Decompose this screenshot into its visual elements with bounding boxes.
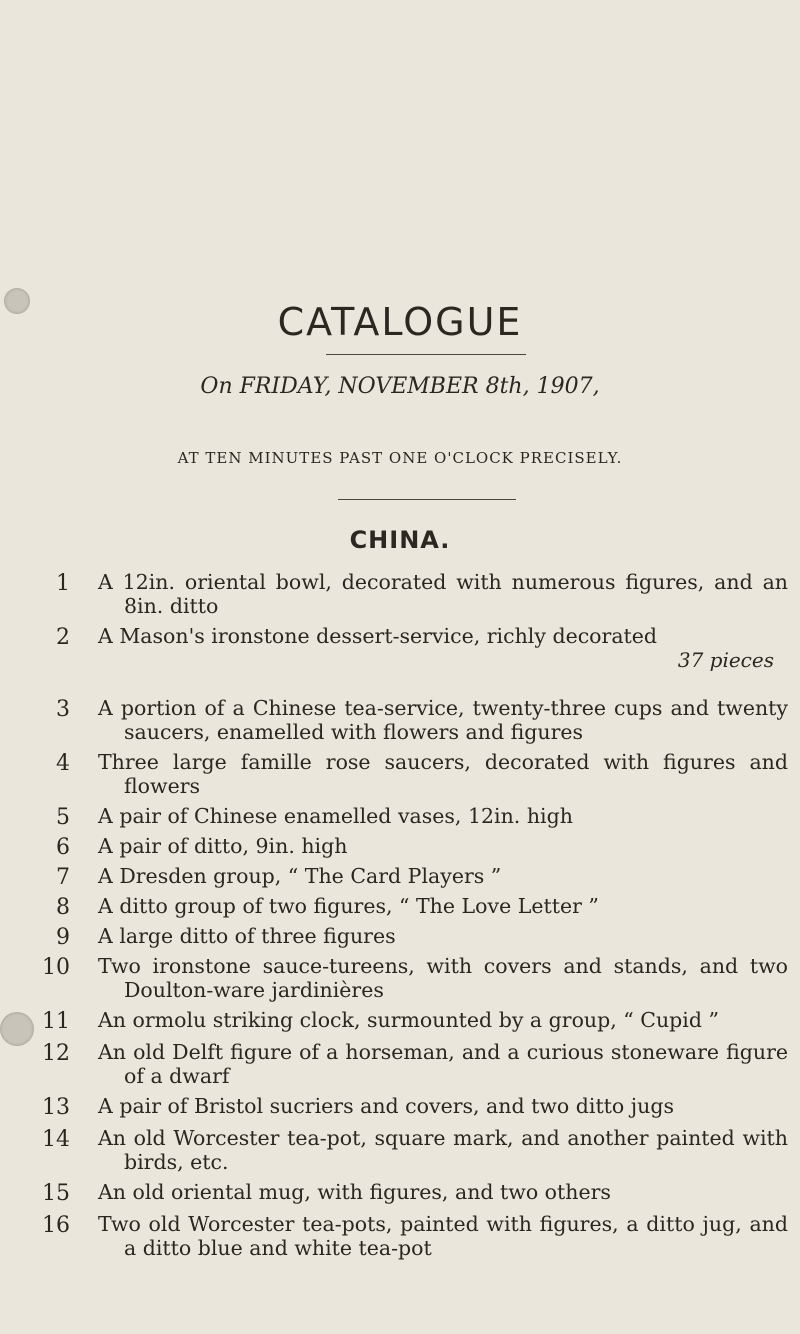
lot-number: 1 [56, 571, 70, 596]
lot-number: 14 [42, 1127, 70, 1152]
lot-description: An ormolu striking clock, surmounted by a group, “ Cupid ” [98, 1008, 719, 1032]
lot-number: 16 [42, 1213, 70, 1238]
lot-quantity: 37 pieces [677, 648, 774, 672]
lot-description: Three large famille rose saucers, decorated with figures and flowers [98, 750, 788, 798]
page-title: CATALOGUE [277, 300, 523, 344]
sale-date: On FRIDAY, NOVEMBER 8th, 1907, [200, 374, 600, 399]
lot-description: A 12in. oriental bowl, decorated with numerous figures, and an 8in. ditto [98, 570, 788, 618]
lot-number: 10 [42, 955, 70, 980]
lot-number: 3 [56, 697, 70, 722]
lot-number: 8 [56, 895, 70, 920]
lot-description: A pair of Bristol sucriers and covers, and two ditto jugs [98, 1094, 674, 1118]
lot-number: 11 [42, 1009, 70, 1034]
lot-description: A portion of a Chinese tea-service, twenty-three cups and twenty saucers, enamelled with flowers and figures [98, 696, 788, 744]
lot-description: An old oriental mug, with figures, and two others [98, 1180, 611, 1204]
lot-number: 13 [42, 1095, 70, 1120]
lot-number: 6 [56, 835, 70, 860]
lot-description: An old Delft figure of a horseman, and a curious stoneware figure of a dwarf [98, 1040, 788, 1088]
lot-number: 12 [42, 1041, 70, 1066]
lot-description: A Mason's ironstone dessert-service, richly decorated [98, 624, 658, 648]
lot-number: 9 [56, 925, 70, 950]
lot-description: A Dresden group, “ The Card Players ” [98, 864, 502, 888]
section-heading: CHINA. [349, 526, 451, 554]
lot-number: 7 [56, 865, 70, 890]
divider [338, 499, 516, 500]
lot-description: Two ironstone sauce-tureens, with covers and stands, and two Doulton-ware jardinières [98, 954, 788, 1002]
lot-description: Two old Worcester tea-pots, painted with figures, a ditto jug, and a ditto blue and white tea-pot [98, 1212, 788, 1260]
lot-description: A pair of ditto, 9in. high [98, 834, 348, 858]
lot-description: A ditto group of two figures, “ The Love Letter ” [98, 894, 599, 918]
lot-number: 15 [42, 1181, 70, 1206]
lot-number: 2 [56, 625, 70, 650]
lot-number: 5 [56, 805, 70, 830]
sale-time: AT TEN MINUTES PAST ONE O'CLOCK PRECISELY. [177, 449, 623, 467]
lot-number: 4 [56, 751, 70, 776]
lot-description: A large ditto of three figures [98, 924, 396, 948]
lot-description: A pair of Chinese enamelled vases, 12in. high [98, 804, 573, 828]
divider [326, 354, 526, 355]
lot-description: An old Worcester tea-pot, square mark, and another painted with birds, etc. [98, 1126, 788, 1174]
